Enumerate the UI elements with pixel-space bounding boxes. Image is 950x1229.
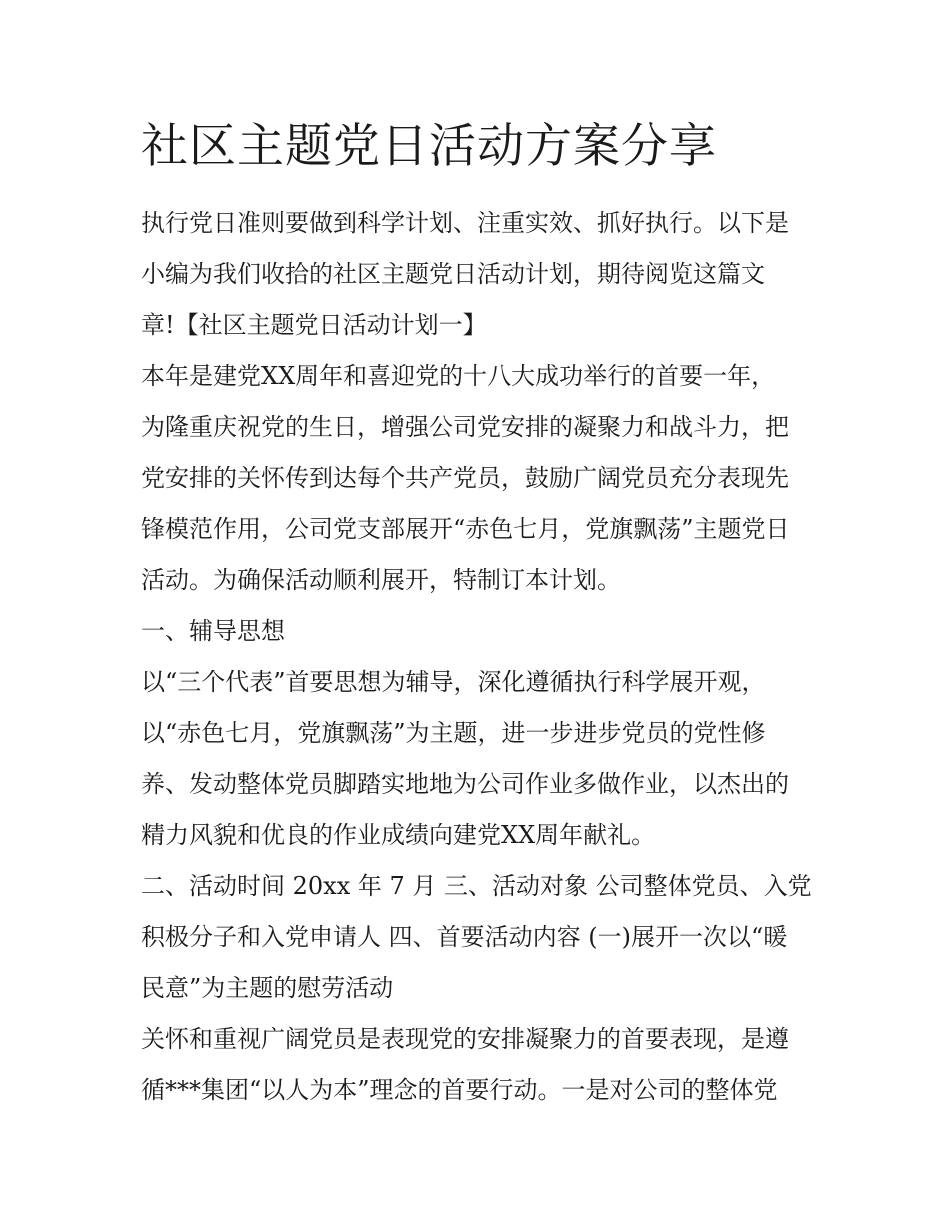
body-line: 小编为我们收拾的社区主题党日活动计划，期待阅览这篇文: [141, 260, 765, 288]
body-line: 关怀和重视广阔党员是表现党的安排凝聚力的首要表现，是遵: [141, 1025, 789, 1053]
body-line: 本年是建党XX周年和喜迎党的十八大成功举行的首要一年，: [141, 362, 776, 390]
body-line: 锋模范作用，公司党支部展开“赤色七月，党旗飘荡”主题党日: [141, 515, 790, 543]
section-heading: 一、辅导思想: [141, 617, 285, 645]
body-line: 循***集团“以人为本”理念的首要行动。一是对公司的整体党: [141, 1076, 778, 1104]
body-line: 章!【社区主题党日活动计划一】: [141, 311, 487, 339]
body-line: 为隆重庆祝党的生日，增强公司党安排的凝聚力和战斗力，把: [141, 413, 789, 441]
document-body: [141, 198, 831, 1116]
body-line: 精力风貌和优良的作业成绩向建党XX周年献礼。: [141, 821, 656, 849]
body-line: 养、发动整体党员脚踏实地地为公司作业多做作业，以杰出的: [141, 770, 789, 798]
body-line: 执行党日准则要做到科学计划、注重实效、抓好执行。以下是: [141, 209, 789, 237]
body-line: 以“赤色七月，党旗飘荡”为主题，进一步进步党员的党性修: [141, 719, 766, 747]
body-line: 民意”为主题的慰劳活动: [141, 974, 394, 1002]
body-line: 积极分子和入党申请人 四、首要活动内容 (一)展开一次以“暖: [141, 923, 788, 951]
body-line: 以“三个代表”首要思想为辅导，深化遵循执行科学展开观，: [141, 668, 766, 696]
body-line: 活动。为确保活动顺利展开，特制订本计划。: [141, 566, 621, 594]
document-title: 社区主题党日活动方案分享: [141, 119, 717, 174]
body-line: 党安排的关怀传到达每个共产党员，鼓励广阔党员充分表现先: [141, 464, 789, 492]
body-line: 二、活动时间 20xx 年 7 月 三、活动对象 公司整体党员、入党: [141, 872, 812, 900]
